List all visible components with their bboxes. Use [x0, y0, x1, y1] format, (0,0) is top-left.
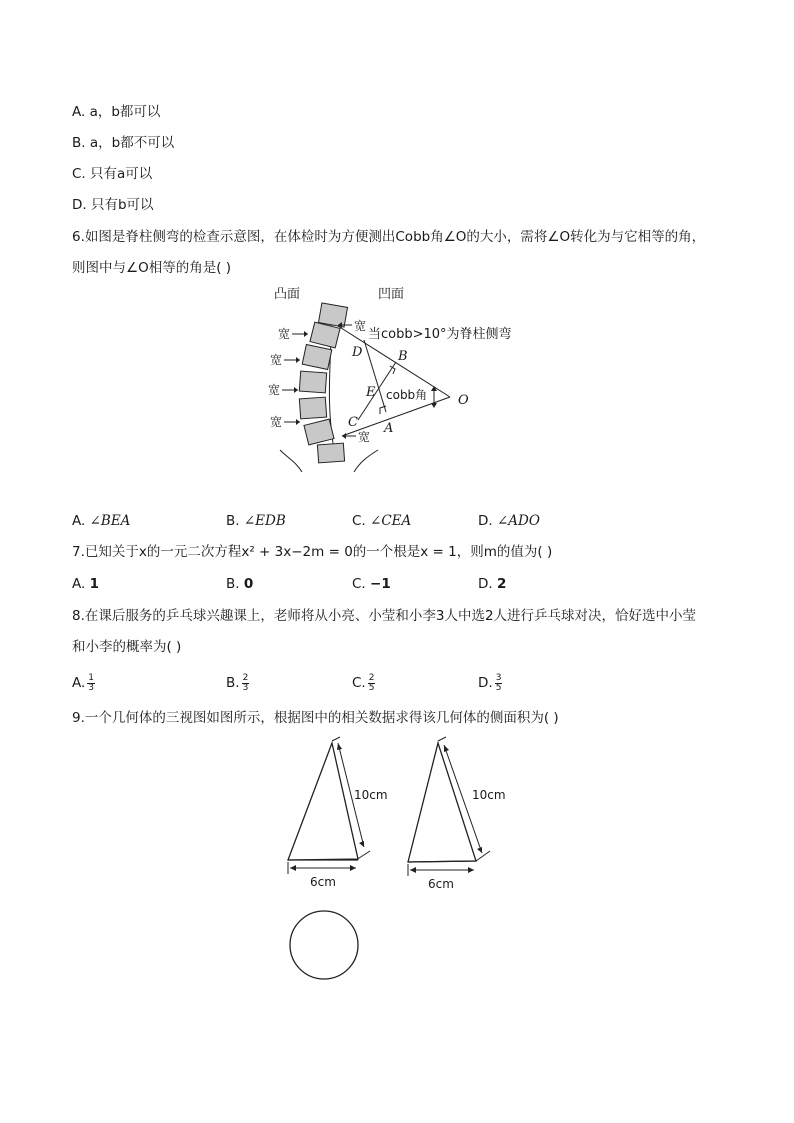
three-view-figure — [270, 735, 520, 990]
top-view-circle — [290, 911, 358, 979]
point-a: A — [384, 421, 394, 436]
q5-option-a: A. a，b都可以 — [72, 104, 161, 120]
point-c: C — [348, 415, 358, 430]
spine-figure — [262, 280, 542, 480]
point-o: O — [458, 393, 469, 408]
wide-label: 宽 — [268, 383, 281, 397]
wide-label: 宽 — [354, 319, 367, 333]
q8-stem-line2: 和小李的概率为( ) — [72, 639, 182, 655]
point-d: D — [352, 345, 363, 360]
wide-label: 宽 — [358, 430, 371, 444]
q7-option-d: D. 2 — [478, 576, 507, 592]
fraction: $\frac{2}{3}$ — [242, 672, 249, 693]
q8-option-a: A. $\frac{1}{3}$ — [72, 672, 95, 693]
q9-stem: 9.一个几何体的三视图如图所示，根据图中的相关数据求得该几何体的侧面积为( ) — [72, 710, 559, 726]
q8-option-d: D. $\frac{3}{5}$ — [478, 672, 502, 693]
point-b: B — [398, 349, 408, 364]
q7-option-a: A. 1 — [72, 576, 99, 592]
q6-stem-line1: 6.如图是脊柱侧弯的检查示意图，在体检时为方便测出Cobb角∠O的大小，需将∠O转化为与它相等的角， — [72, 229, 706, 245]
base-label: 6cm — [310, 875, 336, 889]
slant-label: 10cm — [472, 788, 506, 802]
q7-option-b: B. 0 — [226, 576, 254, 592]
cobb-angle-label: cobb角 — [386, 388, 428, 402]
base-label: 6cm — [428, 877, 454, 891]
concave-label: 凹面 — [378, 287, 405, 302]
q6-option-d: D. ∠ADO — [478, 513, 540, 529]
wide-label: 宽 — [270, 353, 283, 367]
q8-option-c: C. $\frac{2}{5}$ — [352, 672, 375, 693]
scoliosis-note: 当cobb>10°为脊柱侧弯 — [368, 327, 512, 342]
q8-stem-line1: 8.在课后服务的乒乓球兴趣课上，老师将从小亮、小莹和小李3人中选2人进行乒乓球对决，恰好选中小莹 — [72, 608, 697, 624]
fraction: $\frac{2}{5}$ — [368, 672, 375, 693]
convex-label: 凸面 — [274, 287, 301, 302]
q5-option-d: D. 只有b可以 — [72, 197, 154, 213]
q8-option-b: B. $\frac{2}{3}$ — [226, 672, 249, 693]
q6-stem-line2: 则图中与∠O相等的角是( ) — [72, 260, 232, 276]
wide-label: 宽 — [270, 415, 283, 429]
slant-label: 10cm — [354, 788, 388, 802]
q6-option-c: C. ∠CEA — [352, 513, 412, 529]
q6-option-b: B. ∠EDB — [226, 513, 286, 529]
q5-option-c: C. 只有a可以 — [72, 166, 153, 182]
wide-label: 宽 — [278, 327, 291, 341]
q6-option-a: A. ∠BEA — [72, 513, 131, 529]
q7-option-c: C. −1 — [352, 576, 391, 592]
q7-stem: 7.已知关于x的一元二次方程x² + 3x−2m = 0的一个根是x = 1，则m的值为( ) — [72, 544, 553, 560]
q5-option-b: B. a，b都不可以 — [72, 135, 175, 151]
fraction: $\frac{3}{5}$ — [495, 672, 502, 693]
point-e: E — [366, 385, 376, 400]
fraction: $\frac{1}{3}$ — [88, 672, 95, 693]
